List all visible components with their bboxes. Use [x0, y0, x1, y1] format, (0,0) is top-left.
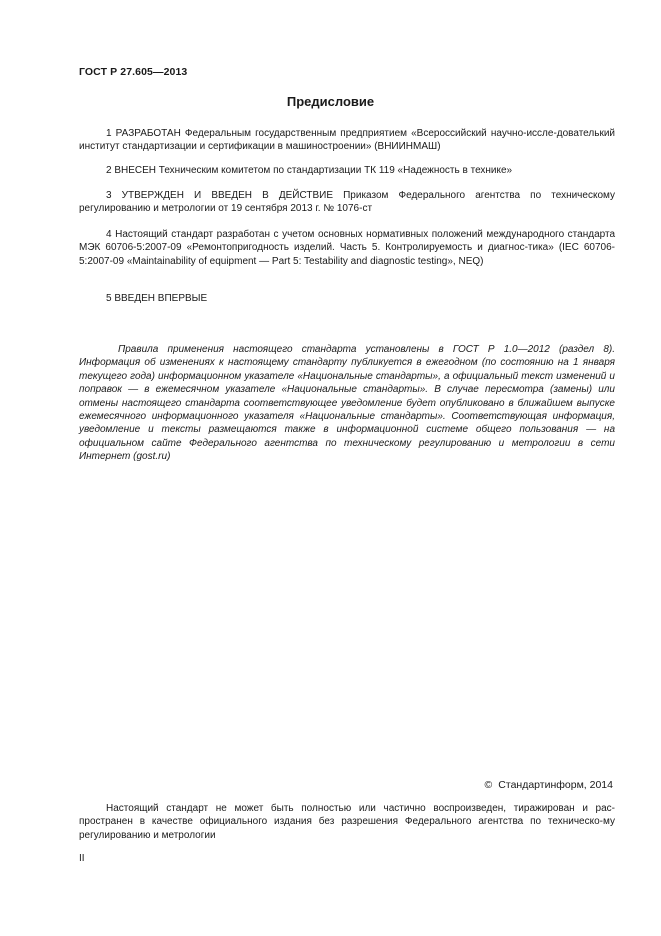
standard-code: ГОСТ Р 27.605—2013 — [79, 66, 188, 78]
foreword-item-4: 4 Настоящий стандарт разработан с учетом основных нормативных положений международного стандарта МЭК 60706-5:2007-09 «Ремонтопригодность изделий. Часть 5. Контролируемость и диагнос-тика» (IEC 60706-5:2007-09 «Maintainability of equipment — Part 5: Testability and diagnostic testing», NEQ) — [79, 229, 615, 267]
foreword-item-1: 1 РАЗРАБОТАН Федеральным государственным предприятием «Всероссийский научно-иссле-дователький институт стандартизации и сертификации в машиностроении» (ВНИИНМАШ) — [79, 128, 615, 153]
page-number: II — [79, 853, 85, 864]
application-rules-note: Правила применения настоящего стандарта установлены в ГОСТ Р 1.0—2012 (раздел 8). Информация об изменениях к настоящему стандарту публикуется в ежегодном (по состоянию на 1 января текущего года) информационном указателе «Национальные стандарты», а официальный текст изменений и поправок — в ежемесячном указателе «Национальные стандарты». В случае пересмотра (замены) или отмены настоящего стандарта соответствующее уведомление будет опубликовано в ближайшем выпуске ежемесячного информационного указателя «Национальные стандарты». Соответствующая информация, уведомление и тексты размещаются также в информационной системе общего пользования — на официальном сайте Федерального агентства по техническому регулированию и метрологии в сети Интернет (gost.ru) — [79, 344, 615, 463]
foreword-item-2: 2 ВНЕСЕН Техническим комитетом по стандартизации ТК 119 «Надежность в технике» — [106, 165, 513, 176]
page-title: Предисловие — [286, 94, 375, 109]
reproduction-notice: Настоящий стандарт не может быть полностью или частично воспроизведен, тиражирован и рас-пространен в качестве официального издания без разрешения Федерального агентства по техническо-му регулированию и метрологии — [79, 803, 615, 841]
foreword-item-3: 3 УТВЕРЖДЕН И ВВЕДЕН В ДЕЙСТВИЕ Приказом Федерального агентства по техническому регулированию и метрологии от 19 сентября 2013 г. № 1076-ст — [79, 190, 615, 215]
foreword-item-5: 5 ВВЕДЕН ВПЕРВЫЕ — [106, 293, 208, 304]
copyright-icon: © — [484, 779, 493, 791]
copyright-line: © Стандартинформ, 2014 — [484, 779, 613, 791]
